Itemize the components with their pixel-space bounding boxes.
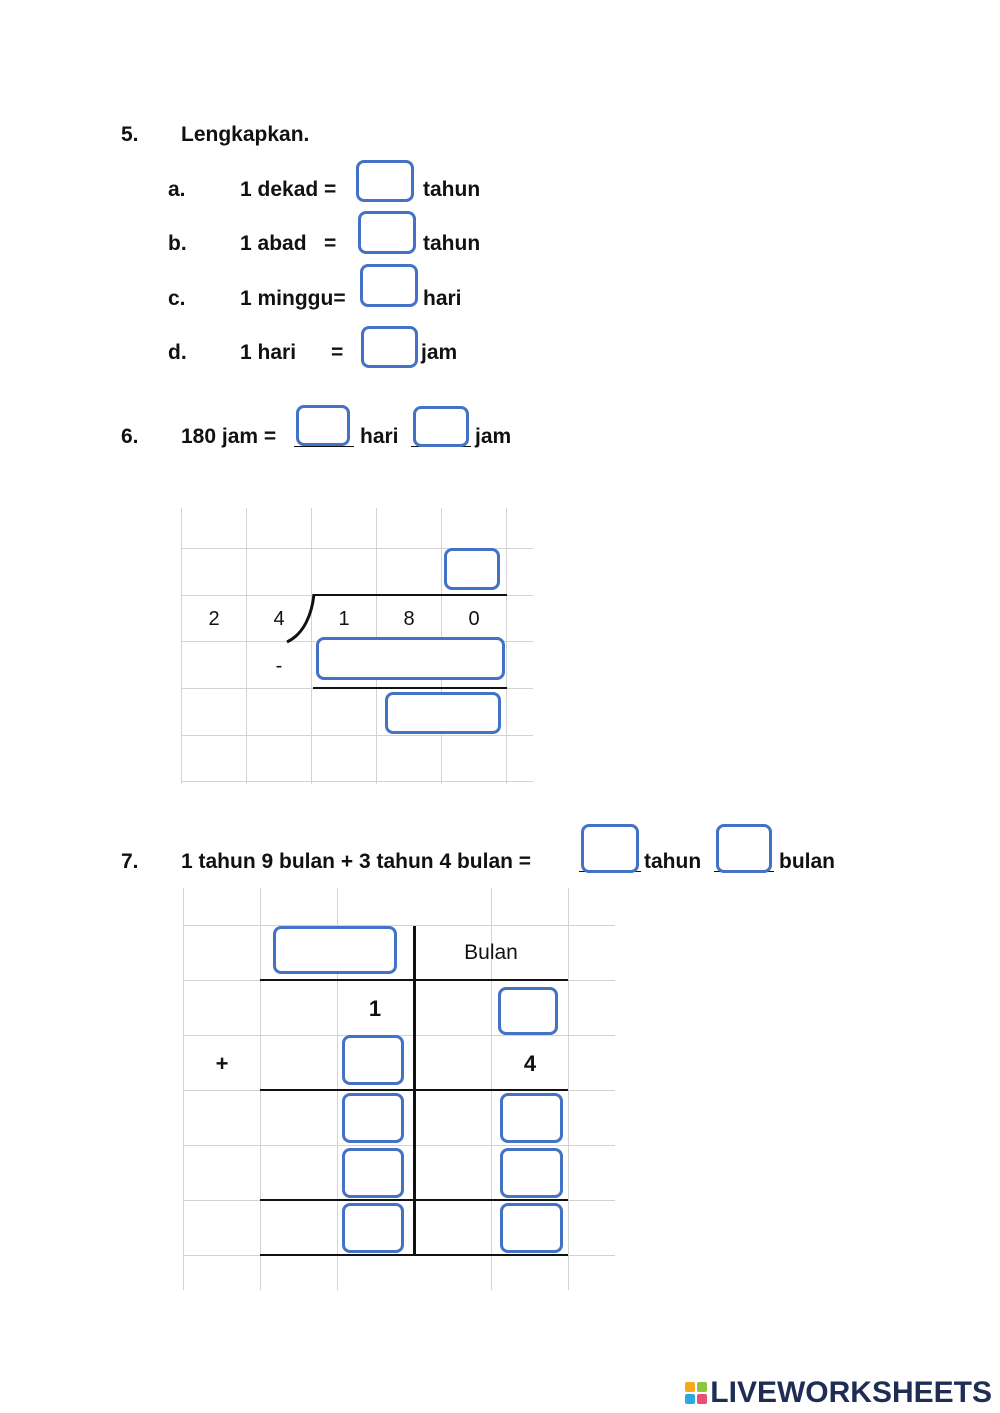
q7-header-bulan: Bulan (464, 941, 518, 964)
q7-header-tahun-input[interactable] (273, 926, 397, 974)
q5c-letter: c. (168, 287, 186, 310)
q5d-letter: d. (168, 341, 187, 364)
q7-row2-tahun-input[interactable] (342, 1035, 404, 1085)
q7-tahun-input[interactable] (581, 824, 639, 873)
q5d-left: 1 hari = (240, 341, 344, 364)
q6-dividend-digit-2: 8 (403, 608, 415, 630)
q6-dividend-digit-1: 1 (338, 608, 350, 630)
q7-row4-tahun-input[interactable] (342, 1148, 404, 1198)
q6-subtraction-line (313, 687, 507, 689)
q6-divisor-digit-1: 2 (208, 608, 220, 630)
q5d-answer-input[interactable] (361, 326, 418, 368)
q7-header-line (260, 979, 568, 981)
q6-suffix: jam (475, 425, 512, 448)
q5b-unit: tahun (423, 232, 481, 255)
q5b-answer-input[interactable] (358, 211, 416, 254)
q7-row2-bulan: 4 (523, 1051, 537, 1076)
q7-total-tahun-input[interactable] (342, 1203, 404, 1253)
q7-row4-bulan-input[interactable] (500, 1148, 563, 1198)
q6-number: 6. (121, 425, 139, 448)
q5b-left: 1 abad = (240, 232, 337, 255)
q5a-letter: a. (168, 178, 186, 201)
q6-dividend-digit-3: 0 (468, 608, 480, 630)
q6-prefix: 180 jam = (181, 425, 277, 448)
q7-row1-tahun: 1 (368, 996, 382, 1021)
q6-mid: hari (360, 425, 399, 448)
q7-plus-sign: + (215, 1051, 229, 1076)
q6-quotient-input[interactable] (444, 548, 500, 590)
q5c-unit: hari (423, 287, 462, 310)
q7-column-divider (413, 926, 416, 1256)
q7-unit-tahun: tahun (644, 850, 702, 873)
q6-minus-sign: - (275, 655, 283, 677)
q5a-left: 1 dekad = (240, 178, 337, 201)
q6-division-bar (313, 594, 507, 596)
q7-number: 7. (121, 850, 139, 873)
q6-blank-line-1 (294, 446, 354, 447)
q5c-answer-input[interactable] (360, 264, 418, 307)
q6-divisor-digit-2: 4 (273, 608, 285, 630)
q5-title: Lengkapkan. (181, 123, 310, 146)
q5a-unit: tahun (423, 178, 481, 201)
q5b-letter: b. (168, 232, 187, 255)
liveworksheets-brand: LIVEWORKSHEETS (710, 1376, 992, 1409)
q7-bulan-input[interactable] (716, 824, 772, 873)
q7-sum-line-1 (260, 1089, 568, 1091)
q7-sum-line-3 (260, 1254, 568, 1256)
q6-hari-input[interactable] (296, 405, 350, 446)
q7-row1-bulan-input[interactable] (498, 987, 558, 1035)
liveworksheets-logo (685, 1376, 992, 1410)
q7-unit-bulan: bulan (779, 850, 835, 873)
q5c-left: 1 minggu= (240, 287, 346, 310)
q6-remainder-input[interactable] (385, 692, 501, 734)
q5d-unit: jam (421, 341, 458, 364)
q7-sum-line-2 (260, 1199, 568, 1201)
q7-row3-bulan-input[interactable] (500, 1093, 563, 1143)
q7-total-bulan-input[interactable] (500, 1203, 563, 1253)
q6-subtract-input[interactable] (316, 637, 505, 680)
q7-row3-tahun-input[interactable] (342, 1093, 404, 1143)
q7-text: 1 tahun 9 bulan + 3 tahun 4 bulan = (181, 850, 532, 873)
liveworksheets-logo-icon (685, 1382, 707, 1404)
q6-jam-input[interactable] (413, 406, 469, 447)
q5-number: 5. (121, 123, 139, 146)
q5a-answer-input[interactable] (356, 160, 414, 202)
